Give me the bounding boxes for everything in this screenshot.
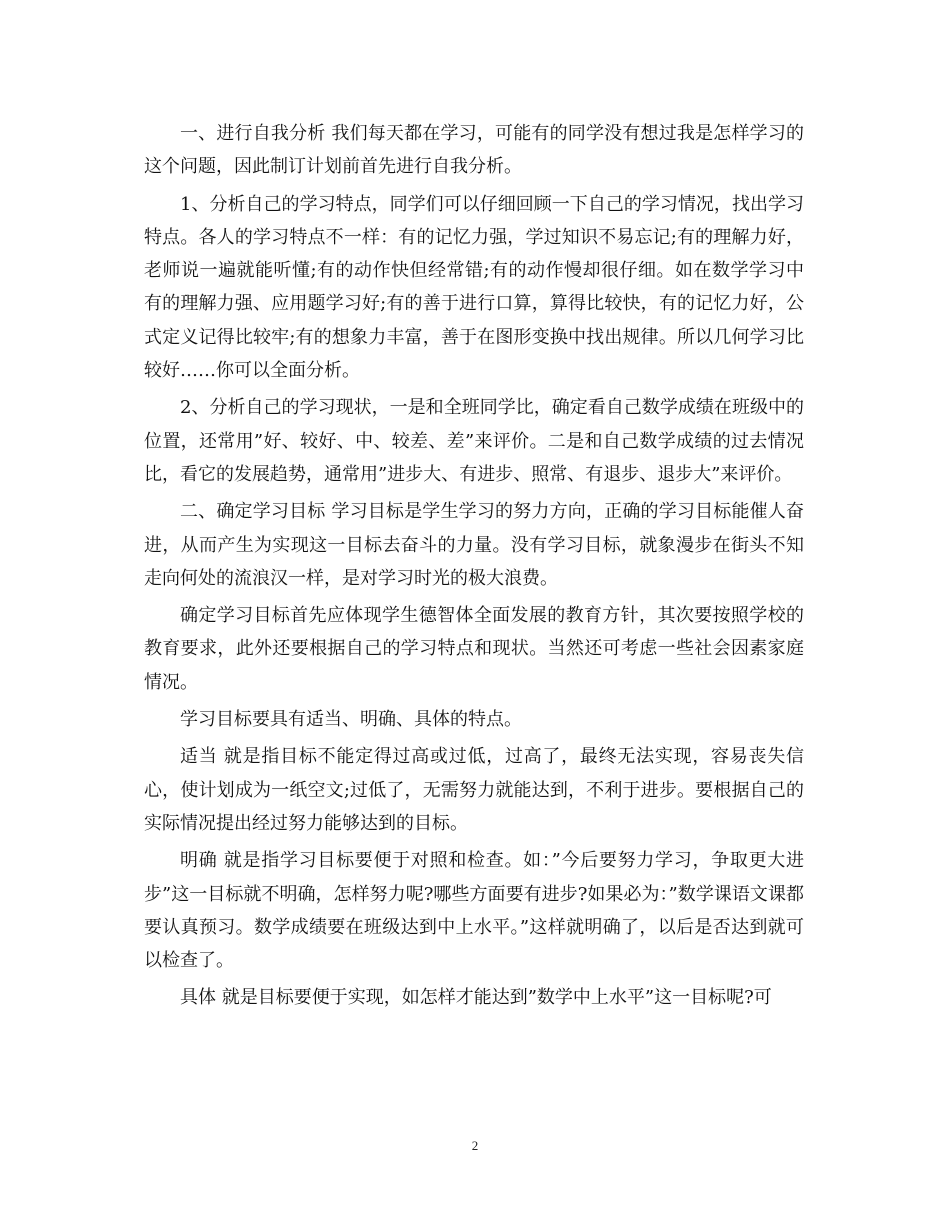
document-body [144, 117, 804, 1019]
paragraph-self-analysis-heading: 一、进行自我分析 我们每天都在学习，可能有的同学没有想过我是怎样学习的这个问题，因此制订计划前首先进行自我分析。 [144, 123, 804, 178]
paragraph-goal-principles: 确定学习目标首先应体现学生德智体全面发展的教育方针，其次要按照学校的教育要求，此外还要根据自己的学习特点和现状。当然还可考虑一些社会因素家庭情况。 [144, 605, 804, 693]
paragraph-learning-status: 2、分析自己的学习现状，一是和全班同学比，确定看自己数学成绩在班级中的位置，还常用”好、较好、中、较差、差”来评价。二是和自己数学成绩的过去情况比，看它的发展趋势，通常用”进步大、有进步、照常、有退步、退步大”来评价。 [144, 397, 804, 485]
paragraph-specific: 具体 就是目标要便于实现，如怎样才能达到”数学中上水平”这一目标呢?可 [180, 987, 772, 1009]
paragraph-learning-traits: 1、分析自己的学习特点，同学们可以仔细回顾一下自己的学习情况，找出学习特点。各人的学习特点不一样：有的记忆力强，学过知识不易忘记;有的理解力好，老师说一遍就能听懂;有的动作快但经常错;有的动作慢却很仔细。如在数学学习中有的理解力强、应用题学习好;有的善于进行口算，算得比较快，有的记忆力好，公式定义记得比较牢;有的想象力丰富，善于在图形变换中找出规律。所以几何学习比较好……你可以全面分析。 [144, 193, 804, 382]
paragraph-goal-features: 学习目标要具有适当、明确、具体的特点。 [180, 709, 522, 731]
paragraph-goal-heading: 二、确定学习目标 学习目标是学生学习的努力方向，正确的学习目标能催人奋进，从而产生为实现这一目标去奋斗的力量。没有学习目标，就象漫步在街头不知走向何处的流浪汉一样，是对学习时光的极大浪费。 [144, 501, 804, 589]
page-number: 2 [471, 1138, 479, 1153]
paragraph-appropriate: 适当 就是指目标不能定得过高或过低，过高了，最终无法实现，容易丧失信心，使计划成为一纸空文;过低了，无需努力就能达到，不利于进步。要根据自己的实际情况提出经过努力能够达到的目标。 [144, 746, 804, 834]
paragraph-clear: 明确 就是指学习目标要便于对照和检查。如：”今后要努力学习，争取更大进步”这一目标就不明确，怎样努力呢?哪些方面要有进步?如果必为：”数学课语文课都要认真预习。数学成绩要在班级达到中上水平。”这样就明确了，以后是否达到就可以检查了。 [144, 850, 804, 972]
